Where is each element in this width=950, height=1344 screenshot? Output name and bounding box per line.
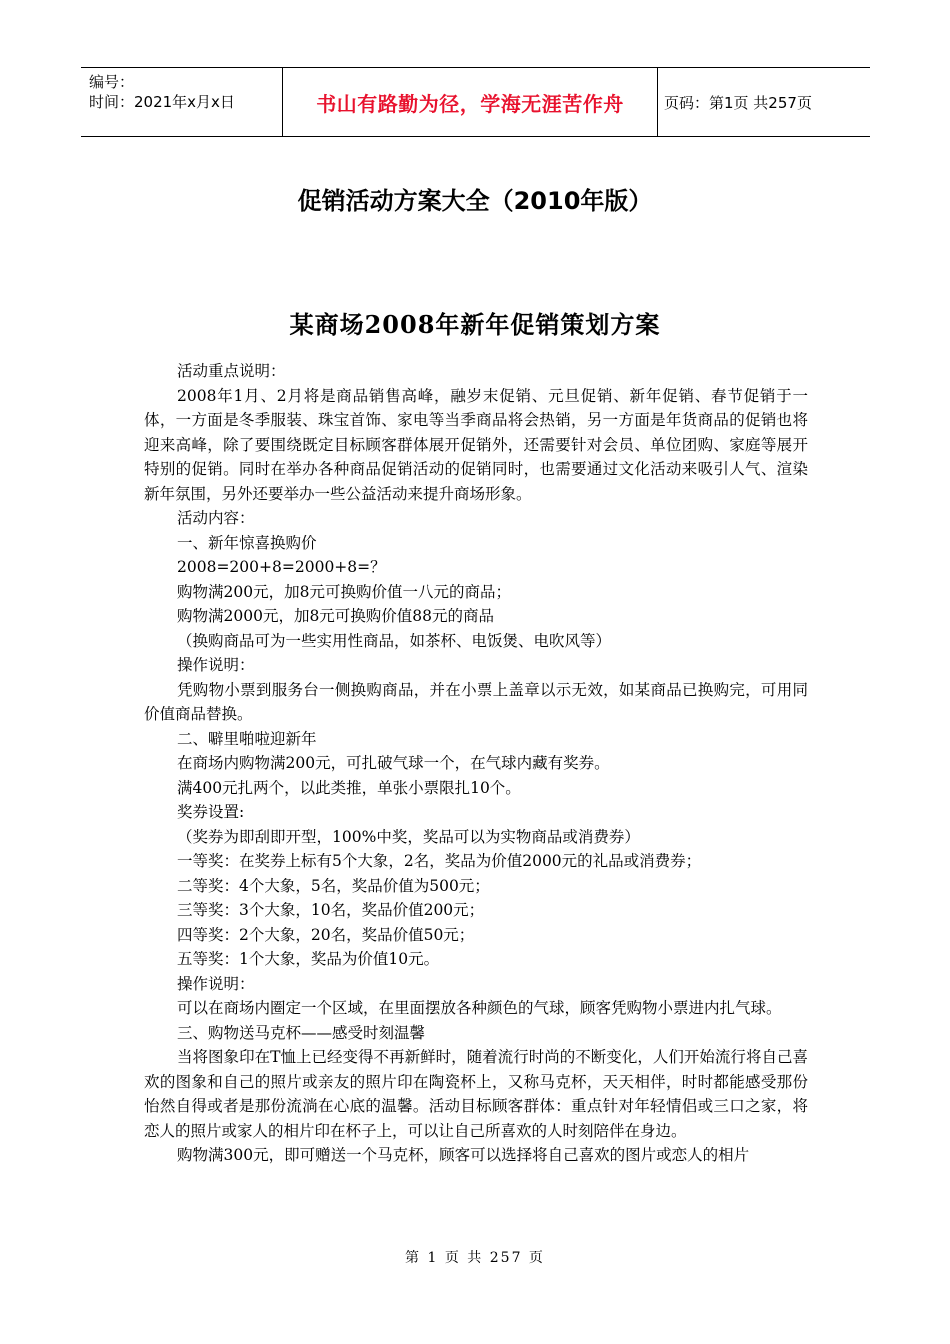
document-body bbox=[144, 359, 808, 1168]
paragraph: 购物满300元，即可赠送一个马克杯，顾客可以选择将自己喜欢的图片或恋人的相片 bbox=[177, 1146, 750, 1164]
paragraph: 凭购物小票到服务台一侧换购商品，并在小票上盖章以示无效，如某商品已换购完，可用同价值商品替换。 bbox=[144, 680, 808, 723]
paragraph: 操作说明： bbox=[177, 974, 255, 993]
section-heading: 三、购物送马克杯——感受时刻温馨 bbox=[177, 1023, 426, 1042]
paragraph: 可以在商场内圈定一个区域，在里面摆放各种颜色的气球，顾客凭购物小票进内扎气球。 bbox=[177, 999, 782, 1017]
prize-line: 四等奖：2个大象，20名，奖品价值50元； bbox=[177, 925, 475, 944]
paragraph: （换购商品可为一些实用性商品，如茶杯、电饭煲、电吹风等） bbox=[177, 631, 612, 650]
header-meta bbox=[81, 68, 282, 136]
paragraph: 操作说明： bbox=[177, 656, 255, 674]
paragraph: （奖券为即刮即开型，100%中奖，奖品可以为实物商品或消费券） bbox=[177, 827, 640, 846]
prize-line: 五等奖：1个大象，奖品为价值10元。 bbox=[177, 950, 440, 968]
plan-title: 某商场2008年新年促销策划方案 bbox=[289, 310, 661, 339]
paragraph: 满400元扎两个，以此类推，单张小票限扎10个。 bbox=[177, 778, 521, 797]
prize-line: 一等奖：在奖券上标有5个大象，2名，奖品为价值2000元的礼品或消费券； bbox=[177, 852, 702, 870]
paragraph: 购物满200元，加8元可换购价值一八元的商品； bbox=[177, 582, 511, 601]
time-label: 时间：2021年x月x日 bbox=[89, 93, 235, 111]
paragraph: 活动内容： bbox=[177, 509, 255, 527]
paragraph: 2008年1月、2月将是商品销售高峰，融岁末促销、元旦促销、新年促销、春节促销于一体，一方面是冬季服装、珠宝首饰、家电等当季商品将会热销，另一方面是年货商品的促销也将迎来高峰，除了要围绕既定目标顾客群体展开促销外，还需要针对会员、单位团购、家庭等展开特别的促销。同时在举办各种商品促销活动的促销同时，也需要通过文化活动来吸引人气、渲染新年氛围，另外还要举办一些公益活动来提升商场形象。 bbox=[144, 386, 808, 503]
section-heading: 二、噼里啪啦迎新年 bbox=[177, 729, 317, 748]
prize-line: 三等奖：3个大象，10名，奖品价值200元； bbox=[177, 901, 485, 919]
section-heading: 一、新年惊喜换购价 bbox=[177, 533, 317, 552]
number-label: 编号： bbox=[89, 73, 135, 91]
header-page-info: 页码：第1页 共257页 bbox=[664, 93, 812, 112]
paragraph: 在商场内购物满200元，可扎破气球一个，在气球内藏有奖券。 bbox=[177, 754, 610, 772]
header-motto: 书山有路勤为径，学海无涯苦作舟 bbox=[282, 68, 658, 136]
paragraph: 购物满2000元，加8元可换购价值88元的商品 bbox=[177, 607, 495, 625]
page-footer: 第 1 页 共 257 页 bbox=[405, 1250, 545, 1266]
paragraph: 奖券设置: bbox=[177, 803, 245, 821]
header-table bbox=[81, 67, 870, 137]
paragraph: 当将图象印在T恤上已经变得不再新鲜时，随着流行时尚的不断变化，人们开始流行将自己喜欢的图象和自己的照片或亲友的照片印在陶瓷杯上，又称马克杯，天天相伴，时时都能感受那份怡然自得或者是那份流淌在心底的温馨。活动目标顾客群体：重点针对年轻情侣或三口之家，将恋人的照片或家人的相片印在杯子上，可以让自己所喜欢的人时刻陪伴在身边。 bbox=[144, 1048, 808, 1140]
document-title: 促销活动方案大全（2010年版） bbox=[297, 187, 653, 215]
prize-line: 二等奖：4个大象，5名，奖品价值为500元； bbox=[177, 876, 490, 895]
paragraph: 活动重点说明： bbox=[177, 362, 286, 380]
paragraph: 2008=200+8=2000+8=？ bbox=[177, 558, 386, 576]
